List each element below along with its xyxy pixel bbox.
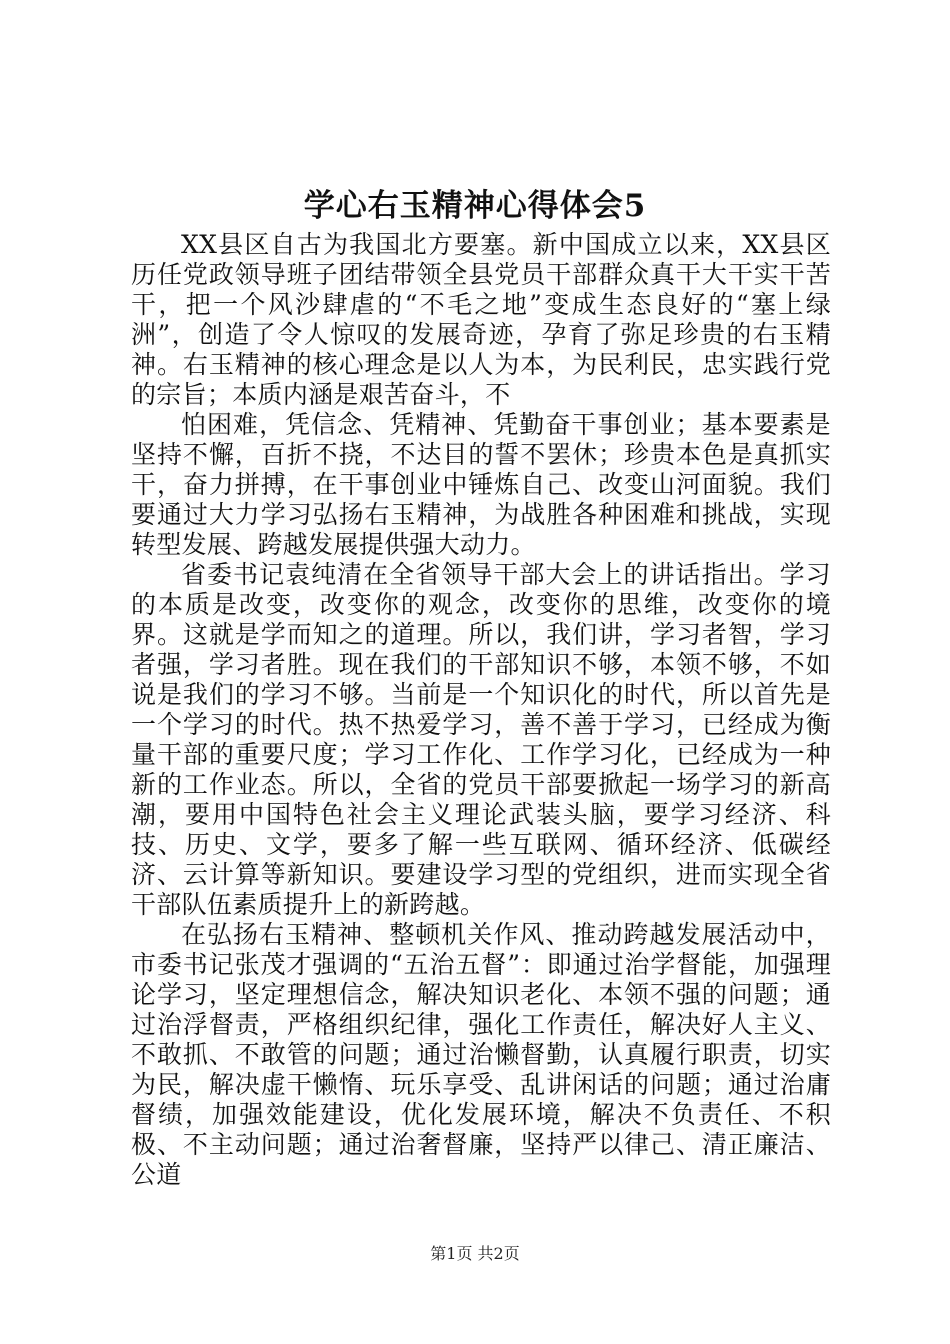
document-body [131, 230, 831, 1190]
paragraph-1: XX县区自古为我国北方要塞。新中国成立以来，XX县区历任党政领导班子团结带领全县党员干部群众真干大干实干苦干，把一个风沙肆虐的“不毛之地”变成生态良好的“塞上绿洲”，创造了令人惊叹的发展奇迹，孕育了弥足珍贵的右玉精神。右玉精神的核心理念是以人为本，为民利民，忠实践行党的宗旨；本质内涵是艰苦奋斗，不 [131, 230, 831, 409]
page-number-footer: 第1页 共2页 [430, 1244, 520, 1263]
document-title: 学心右玉精神心得体会5 [303, 188, 647, 224]
paragraph-2: 怕困难，凭信念、凭精神、凭勤奋干事创业；基本要素是坚持不懈，百折不挠，不达目的誓不罢休；珍贵本色是真抓实干，奋力拼搏，在干事创业中锤炼自己、改变山河面貌。我们要通过大力学习弘扬右玉精神，为战胜各种困难和挑战，实现转型发展、跨越发展提供强大动力。 [131, 410, 831, 559]
paragraph-4: 在弘扬右玉精神、整顿机关作风、推动跨越发展活动中，市委书记张茂才强调的“五治五督”：即通过治学督能，加强理论学习，坚定理想信念，解决知识老化、本领不强的问题；通过治浮督责，严格组织纪律，强化工作责任，解决好人主义、不敢抓、不敢管的问题；通过治懒督勤，认真履行职责，切实为民，解决虚干懒惰、玩乐享受、乱讲闲话的问题；通过治庸督绩，加强效能建设，优化发展环境，解决不负责任、不积极、不主动问题；通过治奢督廉，坚持严以律己、清正廉洁、公道 [131, 920, 831, 1189]
paragraph-3: 省委书记袁纯清在全省领导干部大会上的讲话指出。学习的本质是改变，改变你的观念，改变你的思维，改变你的境界。这就是学而知之的道理。所以，我们讲，学习者智，学习者强，学习者胜。现在我们的干部知识不够，本领不够，不如说是我们的学习不够。当前是一个知识化的时代，所以首先是一个学习的时代。热不热爱学习，善不善于学习，已经成为衡量干部的重要尺度；学习工作化、工作学习化，已经成为一种新的工作业态。所以，全省的党员干部要掀起一场学习的新高潮，要用中国特色社会主义理论武装头脑，要学习经济、科技、历史、文学，要多了解一些互联网、循环经济、低碳经济、云计算等新知识。要建设学习型的党组织，进而实现全省干部队伍素质提升上的新跨越。 [131, 560, 831, 919]
